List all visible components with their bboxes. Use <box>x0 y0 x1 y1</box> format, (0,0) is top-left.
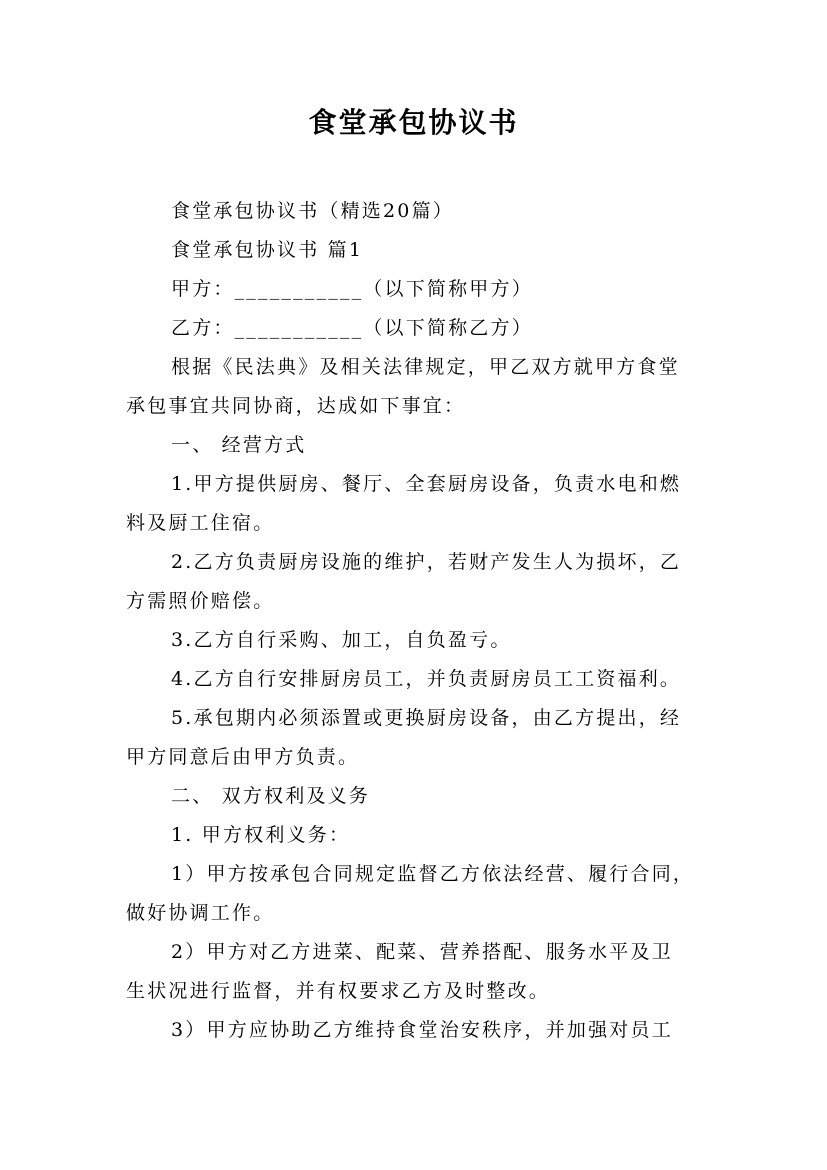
paragraph-line: 1. 甲方权利义务： <box>171 824 351 846</box>
document-body <box>126 196 716 1054</box>
heading-line: 二、 双方权利及义务 <box>171 785 371 807</box>
paragraph-line: 根据《民法典》及相关法律规定，甲乙双方就甲方食堂 <box>171 356 680 378</box>
paragraph-line: 2.乙方负责厨房设施的维护，若财产发生人为损坏，乙 <box>171 551 682 573</box>
paragraph-line: 2）甲方对乙方进菜、配菜、营养搭配、服务水平及卫 <box>171 941 673 963</box>
paragraph-line: 生状况进行监督，并有权要求乙方及时整改。 <box>126 980 551 1002</box>
paragraph-line: 4.乙方自行安排厨房员工，并负责厨房员工工资福利。 <box>171 668 682 690</box>
paragraph-line: 1）甲方按承包合同规定监督乙方依法经营、履行合同， <box>171 863 695 885</box>
paragraph-line: 甲方同意后由甲方负责。 <box>126 746 360 768</box>
document-title: 食堂承包协议书 <box>308 106 519 139</box>
party-a-line: 甲方：___________（以下简称甲方） <box>171 278 533 300</box>
paragraph-line: 料及厨工住宿。 <box>126 512 275 534</box>
paragraph-line: 3）甲方应协助乙方维持食堂治安秩序，并加强对员工 <box>171 1019 673 1041</box>
paragraph-line: 承包事宜共同协商，达成如下事宜： <box>126 395 466 417</box>
paragraph-line: 1.甲方提供厨房、餐厅、全套厨房设备，负责水电和燃 <box>171 473 682 495</box>
paragraph-line: 3.乙方自行采购、加工，自负盈亏。 <box>171 629 512 651</box>
paragraph-line: 5.承包期内必须添置或更换厨房设备，由乙方提出，经 <box>171 707 682 729</box>
paragraph-line: 方需照价赔偿。 <box>126 590 275 612</box>
party-b-line: 乙方：___________（以下简称乙方） <box>171 317 533 339</box>
paragraph-line: 做好协调工作。 <box>126 902 275 924</box>
subtitle-line: 食堂承包协议书（精选20篇） <box>171 200 454 222</box>
section-heading-line: 食堂承包协议书 篇1 <box>171 239 364 261</box>
heading-line: 一、 经营方式 <box>171 434 307 456</box>
